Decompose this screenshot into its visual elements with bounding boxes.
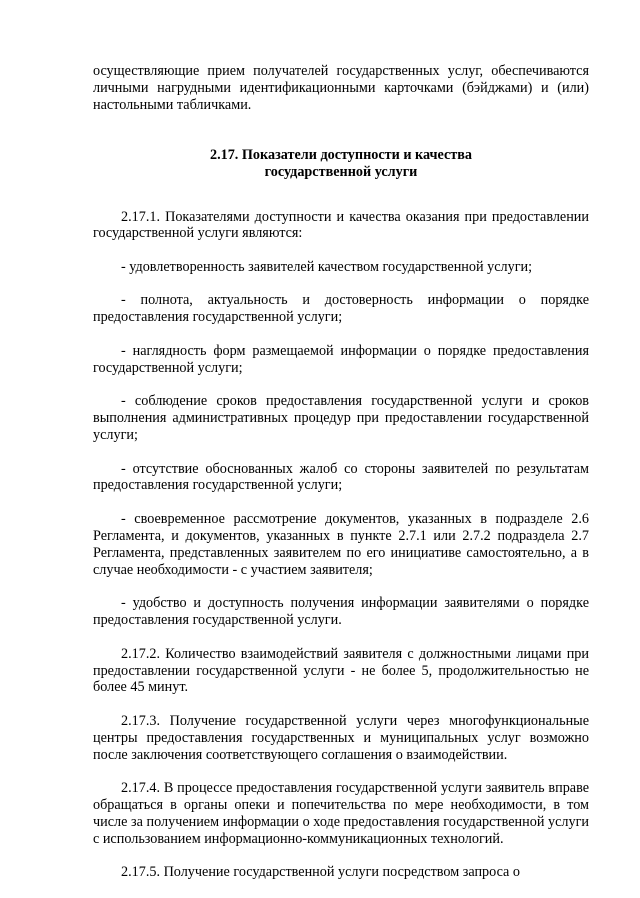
list-item-visibility: - наглядность форм размещаемой информации о порядке предоставления государственной услуги; [93,342,589,376]
list-item-convenience: - удобство и доступность получения информации заявителями о порядке предоставления государственной услуги. [93,595,589,629]
paragraph-2-17-3: 2.17.3. Получение государственной услуги через многофункциональные центры предоставления государственных и муниципальных услуг возможно после заключения соответствующего соглашения о взаимодействии. [93,712,589,763]
list-item-deadlines: - соблюдение сроков предоставления государственной услуги и сроков выполнения административных процедур при предоставлении государственной услуги; [93,393,589,444]
list-item-satisfaction: - удовлетворенность заявителей качеством государственной услуги; [121,258,533,275]
section-heading-line-2: государственной услуги [264,163,418,180]
paragraph-2-17-2: 2.17.2. Количество взаимодействий заявителя с должностными лицами при предоставлении государственной услуги - не более 5, продолжительностью не более 45 минут. [93,645,589,696]
list-item-no-complaints: - отсутствие обоснованных жалоб со стороны заявителей по результатам предоставления государственной услуги; [93,460,589,494]
section-heading [93,147,589,181]
paragraph-2-17-4: 2.17.4. В процессе предоставления государственной услуги заявитель вправе обращаться в органы опеки и попечительства по мере необходимости, в том числе за получением информации о ходе предоставления государственной услуги с использованием информационно-коммуникационных технологий. [93,780,589,847]
intro-paragraph: осуществляющие прием получателей государственных услуг, обеспечиваются личными нагрудными идентификационными карточками (бэйджами) и (или) настольными табличками. [93,63,589,113]
section-heading-line-1: 2.17. Показатели доступности и качества [209,146,473,163]
paragraph-2-17-1: 2.17.1. Показателями доступности и качества оказания при предоставлении государственной услуги являются: [93,208,589,242]
list-item-timely-review: - своевременное рассмотрение документов, указанных в подразделе 2.6 Регламента, и документов, указанных в пункте 2.7.1 или 2.7.2 подраздела 2.7 Регламента, представленных заявителем по его инициативе самостоятельно, а в случае необходимости - с участием заявителя; [93,510,589,578]
paragraph-2-17-5: 2.17.5. Получение государственной услуги посредством запроса о [121,864,520,881]
list-item-completeness: - полнота, актуальность и достоверность информации о порядке предоставления государственной услуги; [93,292,589,326]
document-page [93,63,589,881]
